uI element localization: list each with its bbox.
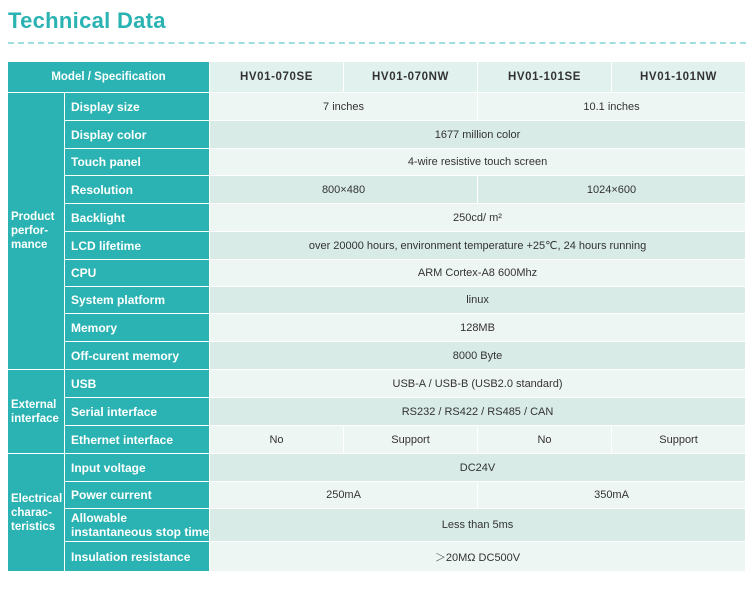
row-label: Input voltage (65, 454, 210, 482)
row-label: Display color (65, 121, 210, 149)
row-label: Serial interface (65, 398, 210, 426)
table-row (8, 314, 746, 342)
table-cell: 250cd/ m² (210, 204, 746, 232)
table-row (8, 204, 746, 232)
table-cell: 10.1 inches (478, 93, 746, 121)
table-row (8, 426, 746, 454)
row-label: LCD lifetime (65, 232, 210, 260)
table-row (8, 149, 746, 176)
model-spec-header: Model / Specification (8, 62, 210, 93)
table-cell: 4-wire resistive touch screen (210, 149, 746, 176)
table-cell: 7 inches (210, 93, 478, 121)
table-row (8, 542, 746, 572)
table-cell: RS232 / RS422 / RS485 / CAN (210, 398, 746, 426)
table-row (8, 232, 746, 260)
model-header-4: HV01-101NW (612, 62, 746, 93)
table-row (8, 342, 746, 370)
table-cell: DC24V (210, 454, 746, 482)
table-row (8, 260, 746, 287)
row-label: Backlight (65, 204, 210, 232)
table-cell: Support (612, 426, 746, 454)
table-cell: 250mA (210, 482, 478, 509)
page-title: Technical Data (8, 8, 166, 33)
table-row (8, 454, 746, 482)
row-label: Off-curent memory (65, 342, 210, 370)
row-label: Ethernet interface (65, 426, 210, 454)
row-label: Touch panel (65, 149, 210, 176)
table-cell: 1677 million color (210, 121, 746, 149)
model-header-2: HV01-070NW (344, 62, 478, 93)
table-row (8, 509, 746, 542)
table-cell: over 20000 hours, environment temperature +25℃, 24 hours running (210, 232, 746, 260)
table-cell: 800×480 (210, 176, 478, 204)
row-label: System platform (65, 287, 210, 314)
table-row (8, 93, 746, 121)
table-row (8, 176, 746, 204)
table-row (8, 482, 746, 509)
table-cell: No (478, 426, 612, 454)
table-cell: linux (210, 287, 746, 314)
table-cell: Support (344, 426, 478, 454)
table-cell: 8000 Byte (210, 342, 746, 370)
table-row (8, 121, 746, 149)
table-cell: No (210, 426, 344, 454)
group-product-performance: Product perfor-mance (8, 93, 65, 370)
row-label: Power current (65, 482, 210, 509)
row-label: Display size (65, 93, 210, 121)
table-cell: ＞20MΩ DC500V (210, 542, 746, 572)
group-electrical-characteristics: Electrical charac-teristics (8, 454, 65, 572)
spec-table (7, 61, 746, 572)
row-label: Insulation resistance (65, 542, 210, 572)
table-header-row (8, 62, 746, 93)
row-label: Allowable instantaneous stop time (65, 509, 210, 542)
model-header-3: HV01-101SE (478, 62, 612, 93)
row-label: Memory (65, 314, 210, 342)
table-row (8, 287, 746, 314)
table-cell: 350mA (478, 482, 746, 509)
table-cell: ARM Cortex-A8 600Mhz (210, 260, 746, 287)
row-label: CPU (65, 260, 210, 287)
table-row (8, 370, 746, 398)
table-cell: 1024×600 (478, 176, 746, 204)
title-divider (8, 42, 746, 44)
table-cell: Less than 5ms (210, 509, 746, 542)
row-label: USB (65, 370, 210, 398)
model-header-1: HV01-070SE (210, 62, 344, 93)
table-cell: USB-A / USB-B (USB2.0 standard) (210, 370, 746, 398)
table-row (8, 398, 746, 426)
group-external-interface: External interface (8, 370, 65, 454)
row-label: Resolution (65, 176, 210, 204)
table-cell: 128MB (210, 314, 746, 342)
